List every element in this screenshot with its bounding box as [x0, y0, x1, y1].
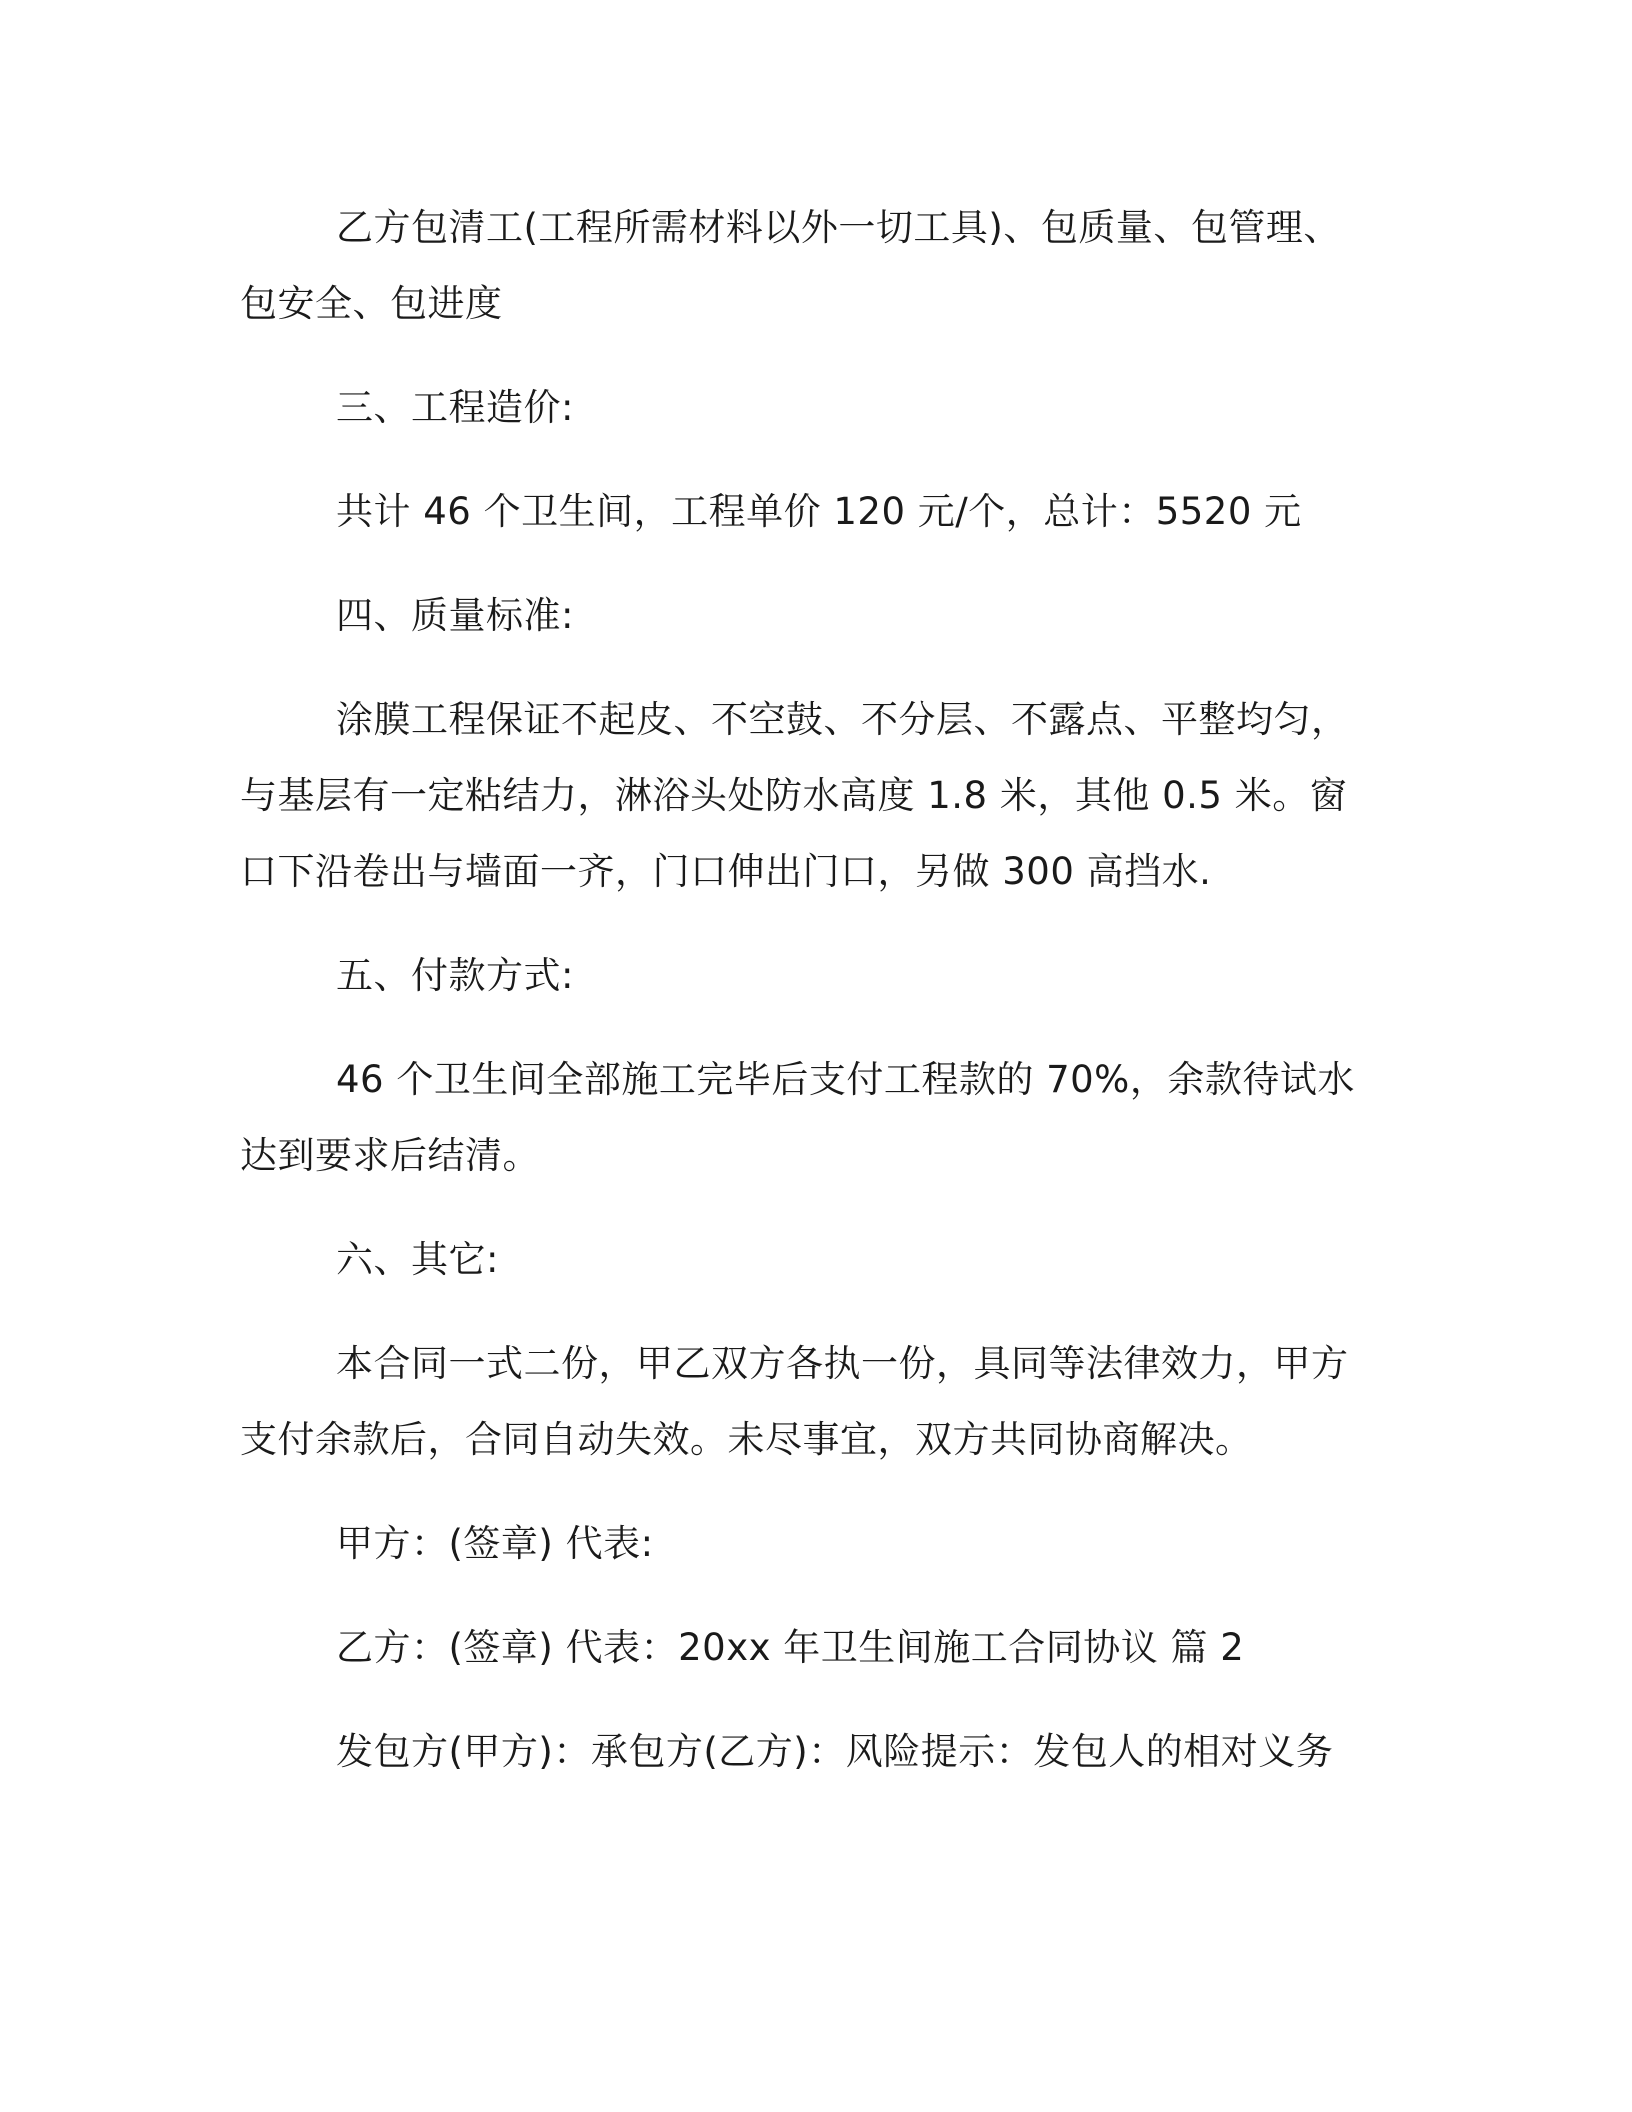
contract-parties-line: 发包方(甲方)：承包方(乙方)：风险提示：发包人的相对义务 — [336, 1730, 1334, 1773]
document-body — [240, 190, 1375, 1818]
party-b-signature-line: 乙方：(签章) 代表：20xx 年卫生间施工合同协议 篇 2 — [336, 1626, 1245, 1669]
heading-other: 六、其它: — [336, 1238, 499, 1281]
paragraph-project-cost: 共计 46 个卫生间，工程单价 120 元/个，总计：5520 元 — [336, 490, 1302, 533]
heading-project-cost: 三、工程造价: — [336, 386, 574, 429]
heading-payment-method: 五、付款方式: — [336, 954, 574, 997]
paragraph-other: 本合同一式二份，甲乙双方各执一份，具同等法律效力，甲方支付余款后，合同自动失效。未尽事宜，双方共同协商解决。 — [240, 1342, 1349, 1461]
heading-quality-standard: 四、质量标准: — [336, 594, 574, 637]
paragraph-contract-scope: 乙方包清工(工程所需材料以外一切工具)、包质量、包管理、包安全、包进度 — [240, 206, 1341, 325]
paragraph-payment-method: 46 个卫生间全部施工完毕后支付工程款的 70%，余款待试水达到要求后结清。 — [240, 1058, 1355, 1177]
paragraph-quality-standard: 涂膜工程保证不起皮、不空鼓、不分层、不露点、平整均匀，与基层有一定粘结力，淋浴头处防水高度 1.8 米，其他 0.5 米。窗口下沿卷出与墙面一齐，门口伸出门口，另做 300 高挡水. — [240, 698, 1349, 893]
party-a-signature-line: 甲方：(签章) 代表: — [336, 1522, 654, 1565]
